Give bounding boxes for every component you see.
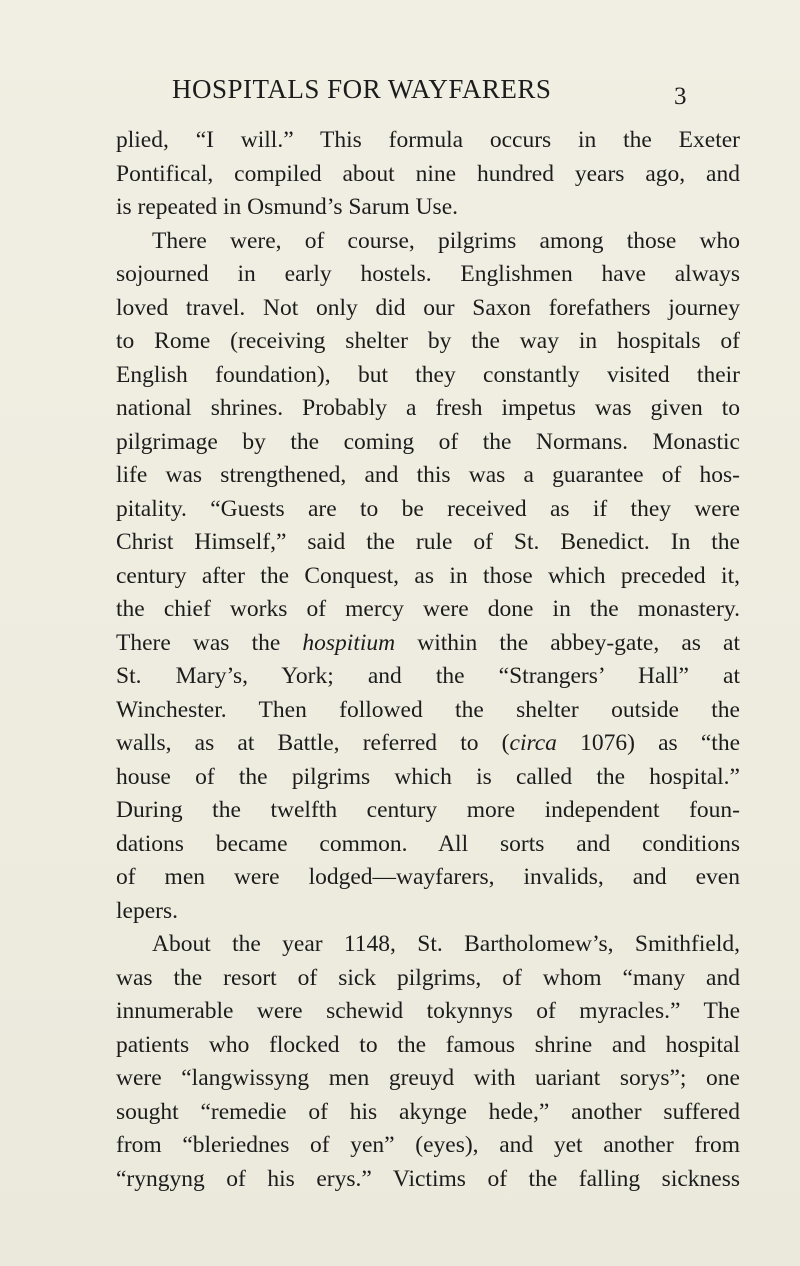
text-line: were “langwissyng men greuyd with uariant sorys”; one xyxy=(116,1065,740,1091)
text-line: century after the Conquest, as in those which preceded it, xyxy=(116,562,740,589)
text-line: of men were lodged—wayfarers, invalids, and even xyxy=(116,864,740,890)
text-run: 1076) as “the xyxy=(556,730,740,756)
italic-term-circa: circa xyxy=(509,730,557,756)
text-run: walls, as at Battle, referred to ( xyxy=(116,730,510,756)
page-number: 3 xyxy=(674,83,687,110)
text-line: “ryngyng of his erys.” Victims of the falling sickness xyxy=(116,1165,740,1192)
text-line: sought “remedie of his akynge hede,” another suffered xyxy=(116,1098,740,1125)
text-line: patients who flocked to the famous shrine and hospital xyxy=(116,1031,740,1058)
text-line: Pontifical, compiled about nine hundred years ago, and xyxy=(116,160,740,187)
text-line: sojourned in early hostels. Englishmen have always xyxy=(116,261,740,287)
text-line: is repeated in Osmund’s Sarum Use. xyxy=(116,194,459,220)
text-run: within the abbey-gate, as at xyxy=(395,629,740,656)
text-line: life was strengthened, and this was a guarantee of hos- xyxy=(116,462,740,488)
text-line: pitality. “Guests are to be received as if they were xyxy=(116,495,740,522)
text-line: Christ Himself,” said the rule of St. Benedict. In the xyxy=(116,529,740,555)
body-text xyxy=(116,124,740,1196)
text-line-with-italic xyxy=(116,627,740,661)
text-line: lepers. xyxy=(116,897,178,924)
text-line: plied, “I will.” This formula occurs in the Exeter xyxy=(116,127,740,153)
text-line: pilgrimage by the coming of the Normans. Monastic xyxy=(116,428,740,455)
paragraph-start-line: There were, of course, pilgrims among those who xyxy=(152,227,740,254)
text-line: loved travel. Not only did our Saxon forefathers journey xyxy=(116,294,740,321)
text-line: dations became common. All sorts and conditions xyxy=(116,830,740,857)
paragraph-start-line: About the year 1148, St. Bartholomew’s, Smithfield, xyxy=(152,931,740,957)
running-head: HOSPITALS FOR WAYFARERS xyxy=(172,74,552,104)
text-line: was the resort of sick pilgrims, of whom “many and xyxy=(116,964,740,991)
italic-term-hospitium: hospitium xyxy=(302,629,396,656)
text-run: There was the xyxy=(116,629,303,656)
text-line: St. Mary’s, York; and the “Strangers’ Hall” at xyxy=(116,663,740,689)
text-line: English foundation), but they constantly visited their xyxy=(116,361,740,388)
text-line: from “bleriednes of yen” (eyes), and yet another from xyxy=(116,1132,740,1158)
text-line: national shrines. Probably a fresh impetus was given to xyxy=(116,395,740,421)
text-line: Winchester. Then followed the shelter outside the xyxy=(116,696,740,723)
text-line: house of the pilgrims which is called the hospital.” xyxy=(116,763,740,790)
text-line: to Rome (receiving shelter by the way in hospitals of xyxy=(116,328,740,354)
text-line: innumerable were schewid tokynnys of myracles.” The xyxy=(116,998,740,1024)
text-line-with-italic xyxy=(116,727,740,761)
text-line: the chief works of mercy were done in the monastery. xyxy=(116,596,740,622)
text-line: During the twelfth century more independent foun- xyxy=(116,797,740,823)
